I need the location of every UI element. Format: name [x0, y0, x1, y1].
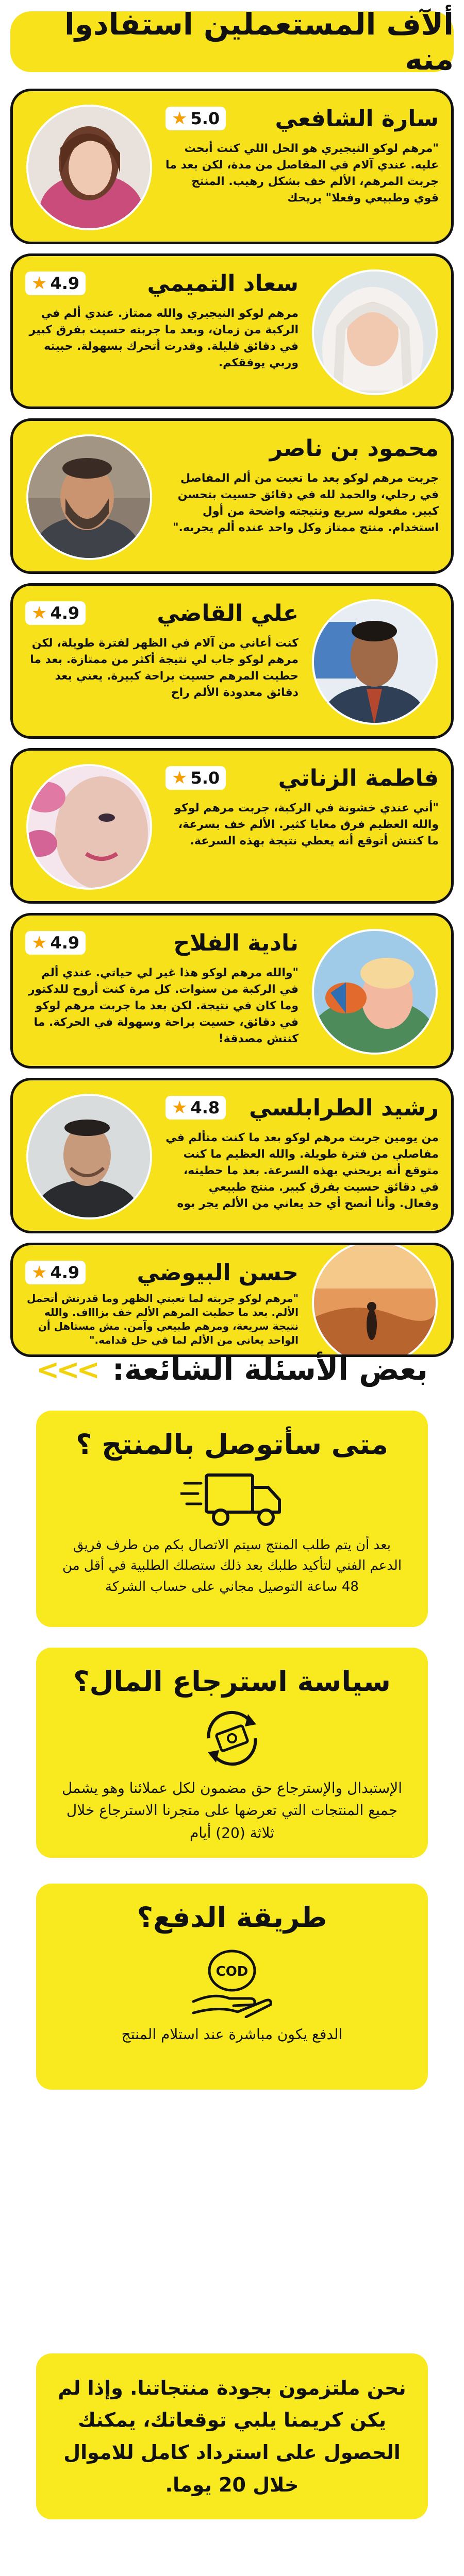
review-text: "والله مرهم لوكو هذا غير لي حياتي. عندي ألم في الركبة من سنوات. كل مرة كنت أروح للدكتور وما كان في نتيجة. لكن بعد ما جربت مرهم لوكو في دقائق، حسيت براحة وسهولة في الحركة. ما كنتش مصدقة! [28, 967, 299, 1045]
reviewer-name: محمود بن ناصر [269, 435, 439, 462]
cod-label: COD [216, 1964, 248, 1979]
review-card [10, 583, 454, 739]
rating-value: 4.9 [50, 603, 80, 623]
review-text: كنت أعاني من آلام في الظهر لفترة طويلة، لكن مرهم لوكو جاب لي نتيجة أكثر من ممتازة. بعد ما حطيت المرهم حسيت براحة كبيرة. يعني بعد دقائق معدودة الألم راح [30, 637, 299, 699]
rating-badge [165, 766, 226, 790]
review-card [10, 1243, 454, 1357]
avatar [26, 434, 152, 560]
faq-title: بعض الأسئلة الشائعة: [112, 1352, 428, 1387]
reviewer-name: سعاد التميمي [147, 270, 299, 297]
rating-badge [25, 1261, 86, 1284]
review-card [10, 253, 454, 409]
rating-value: 4.9 [50, 1263, 80, 1282]
review-text: جربت مرهم لوكو بعد ما تعبت من ألم المفاصل في رجلي، والحمد لله في دقائق حسيت بتحسن كبير. مفعوله سريع ونتيجته واضحة من أول استخدام. منتج ممتاز وكل واحد عنده ألم يجربه." [173, 472, 439, 534]
review-card [10, 913, 454, 1069]
faq-heading [0, 1344, 464, 1395]
rating-badge [165, 1096, 226, 1120]
rating-value: 5.0 [190, 768, 220, 788]
star-icon: ★ [172, 108, 188, 129]
review-text: من يومين جربت مرهم لوكو بعد ما كنت متألم في مفاصلي من فترة طويلة. والله العظيم ما كنت متوقع أنه يريحني بهذه السرعة. بعد ما حطيته، في دقائق حسيت بفرق كبير. منتج طبيعي وفعال. وأنا أنصح أي حد يعاني من الألم يجر بوه [165, 1131, 439, 1210]
avatar [312, 269, 438, 395]
faq-card-refund [36, 1648, 428, 1858]
review-card [10, 418, 454, 574]
star-icon: ★ [31, 1262, 47, 1283]
avatar [312, 599, 438, 725]
faq-card-title: طريقة الدفع؟ [137, 1901, 327, 1934]
faq-card-text: بعد أن يتم طلب المنتج سيتم الاتصال بكم من طرف فريق الدعم الفني لتأكيد طلبك بعد ذلك ستصلك الطلبية في أقل من 48 ساعة التوصيل مجاني على حساب الشركة [62, 1537, 402, 1595]
chevrons-left-icon: <<< [36, 1353, 97, 1386]
avatar [26, 764, 152, 890]
rating-badge [25, 272, 86, 295]
faq-card-delivery [36, 1411, 428, 1627]
reviewer-name: فاطمة الزناتي [278, 765, 439, 791]
review-text: مرهم لوكو النيجيري والله ممتاز. عندي ألم في الركبة من زمان، وبعد ما جربته حسيت بفرق كبير في دقائق قليلة. وقدرت أتحرك بسهولة. حبيته وربي يوفقكم. [29, 307, 299, 369]
reviewer-name: نادية الفلاح [173, 929, 299, 956]
star-icon: ★ [31, 933, 47, 953]
review-card [10, 89, 454, 244]
cod-hand-icon [188, 1941, 276, 2018]
delivery-truck-icon [180, 1468, 284, 1530]
reviewer-name: علي القاضي [157, 600, 299, 626]
review-text: "أني عندي خشونة في الركبة، جربت مرهم لوكو والله العظيم فرق معايا كثير. الألم خف بسرعة، ما كنتش أتوقع أنه يعطي نتيجة بهذه السرعة. [174, 802, 439, 848]
review-text: "مرهم لوكو جربته لما تعبني الظهر وما قدرتش أتحمل الألم. بعد ما حطيت المرهم الألم خف بزاااف. والله نتيجة سريعة، ومرهم طبيعي وآمن. مش مستاهل أن الواحد يعاني من الألم لما في حل قدامه." [27, 1292, 299, 1346]
money-refund-icon [198, 1705, 266, 1772]
review-card [10, 1078, 454, 1233]
faq-card-title: سياسة استرجاع المال؟ [73, 1665, 391, 1698]
rating-value: 5.0 [190, 109, 220, 128]
rating-badge [165, 107, 226, 130]
reviewer-name: سارة الشافعي [275, 105, 439, 132]
rating-value: 4.9 [50, 933, 80, 953]
faq-card-text: الدفع يكون مباشرة عند استلام المنتج [121, 2026, 343, 2043]
star-icon: ★ [172, 1097, 188, 1118]
rating-value: 4.8 [190, 1098, 220, 1117]
review-card [10, 748, 454, 904]
faq-card-payment [36, 1884, 428, 2090]
faq-card-text: الإستبدال والإسترجاع حق مضمون لكل عملائنا وهو يشمل جميع المنتجات التي تعرضها على متجرنا الاسترجاع خلال ثلاثة (20) أيام [61, 1780, 403, 1841]
avatar [26, 1094, 152, 1219]
review-text: "مرهم لوكو النيجيري هو الحل اللي كنت أبحث عليه. عندي آلام في المفاصل من مدة، لكن بعد ما جربت المرهم، الألم خف بشكل رهيب. المنتج قوي وطبيعي وفعلا" يريحك [165, 142, 439, 205]
star-icon: ★ [172, 768, 188, 788]
rating-badge [25, 931, 86, 955]
rating-badge [25, 601, 86, 625]
avatar [26, 105, 152, 230]
faq-card-title: متى سأتوصل بالمنتج ؟ [76, 1428, 388, 1461]
avatar [312, 929, 438, 1055]
rating-value: 4.9 [50, 274, 80, 293]
reviewer-name: رشيد الطرابلسي [249, 1094, 439, 1121]
reviewer-name: حسن البيوضي [137, 1259, 299, 1286]
star-icon: ★ [31, 603, 47, 623]
avatar [312, 1243, 438, 1357]
page-title: ألآف المستعملين استفادوا منه [10, 11, 454, 72]
star-icon: ★ [31, 273, 47, 294]
guarantee-banner: نحن ملتزمون بجودة منتجاتنا. وإذا لم يكن كريمنا يلبي توقعاتك، يمكنك الحصول على استرداد كامل للاموال خلال 20 يوما. [36, 2353, 428, 2519]
